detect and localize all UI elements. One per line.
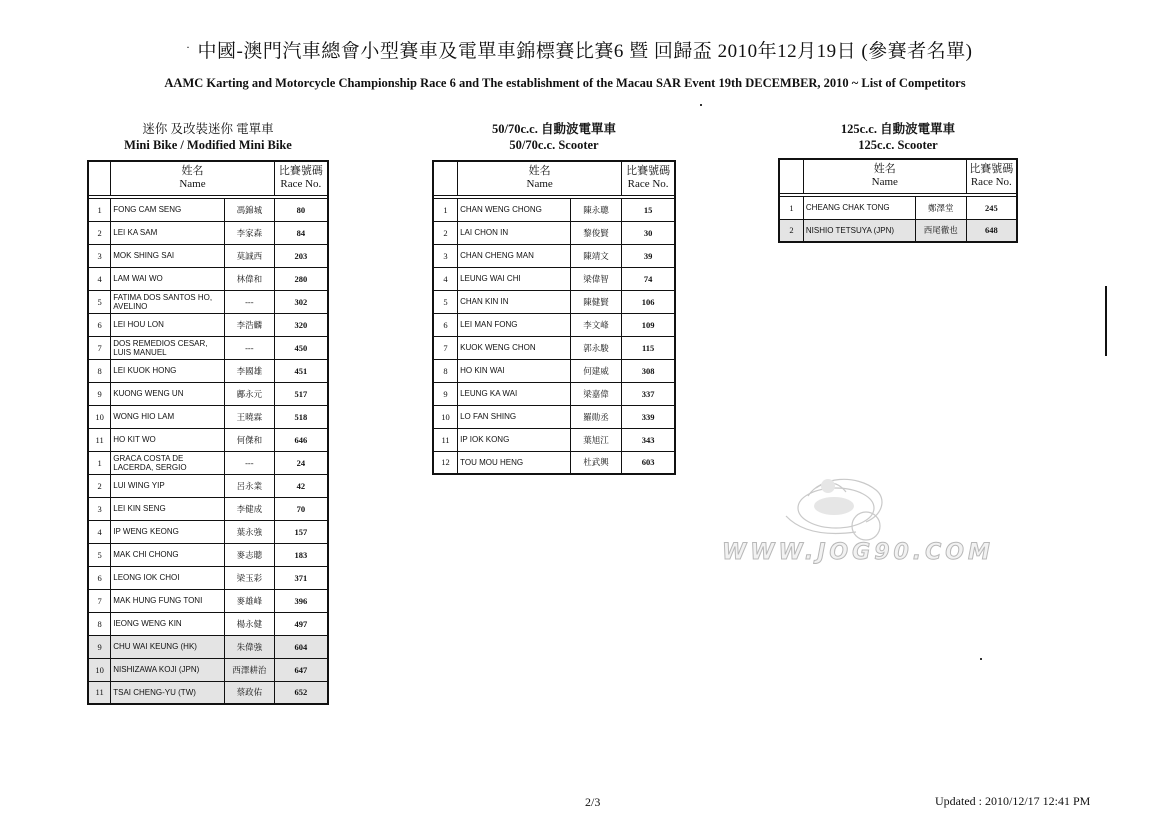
competitor-name: CHAN CHENG MAN [458, 244, 571, 267]
competitor-chinese-name: 李文峰 [570, 313, 621, 336]
table-row [433, 221, 675, 244]
header-name: 姓名 Name [458, 161, 622, 195]
competitor-chinese-name: 梁偉智 [570, 267, 621, 290]
row-number: 2 [433, 221, 458, 244]
race-number: 339 [622, 405, 675, 428]
competitor-name: IEONG WENG KIN [111, 612, 225, 635]
race-number: 42 [274, 474, 328, 497]
section-heading-50cc [432, 121, 676, 153]
competitor-table-minibike [87, 160, 329, 705]
table-row [88, 313, 328, 336]
competitor-name: FONG CAM SENG [111, 198, 225, 221]
row-number: 11 [88, 681, 111, 704]
competitor-name: TSAI CHENG-YU (TW) [111, 681, 225, 704]
table-row [88, 290, 328, 313]
row-number: 4 [88, 267, 111, 290]
race-number: 308 [622, 359, 675, 382]
race-number: 648 [966, 219, 1017, 242]
table-row [88, 221, 328, 244]
competitor-chinese-name: 李國雄 [225, 359, 275, 382]
section-title-chinese: 迷你 及改裝迷你 電單車 [142, 122, 274, 136]
race-number: 603 [622, 451, 675, 474]
table-row [433, 290, 675, 313]
row-number: 1 [88, 451, 111, 474]
competitor-name: DOS REMEDIOS CESAR, LUIS MANUEL [111, 336, 225, 359]
competitor-chinese-name: 何傑和 [225, 428, 275, 451]
competitor-name: LEI KUOK HONG [111, 359, 225, 382]
race-number: 646 [274, 428, 328, 451]
competitor-chinese-name: 莫誠西 [225, 244, 275, 267]
section-heading-125cc [778, 121, 1018, 153]
race-number: 517 [274, 382, 328, 405]
race-number: 652 [274, 681, 328, 704]
race-number: 647 [274, 658, 328, 681]
competitor-name: MAK CHI CHONG [111, 543, 225, 566]
competitor-chinese-name: 西澤耕治 [225, 658, 275, 681]
table-row [779, 196, 1017, 219]
row-number: 7 [433, 336, 458, 359]
competitor-name: CHU WAI KEUNG (HK) [111, 635, 225, 658]
race-number: 343 [622, 428, 675, 451]
row-number: 9 [88, 382, 111, 405]
race-number: 320 [274, 313, 328, 336]
race-number: 203 [274, 244, 328, 267]
table-row [88, 566, 328, 589]
competitor-name: CHAN WENG CHONG [458, 198, 571, 221]
row-number: 2 [779, 219, 803, 242]
competitor-name: LEI KIN SENG [111, 497, 225, 520]
competitor-chinese-name: 林偉和 [225, 267, 275, 290]
competitor-rows [433, 198, 675, 474]
table-row [88, 635, 328, 658]
competitor-name: GRACA COSTA DE LACERDA, SERGIO [111, 451, 225, 474]
race-number: 24 [274, 451, 328, 474]
table-row [88, 658, 328, 681]
race-number: 518 [274, 405, 328, 428]
race-number: 604 [274, 635, 328, 658]
table-row [88, 543, 328, 566]
row-number: 10 [88, 658, 111, 681]
race-number: 30 [622, 221, 675, 244]
competitor-chinese-name: 呂永業 [225, 474, 275, 497]
row-number: 3 [433, 244, 458, 267]
row-number: 4 [88, 520, 111, 543]
scan-edge-line [1105, 286, 1107, 356]
page-title-chinese: 中國-澳門汽車總會小型賽車及電單車錦標賽比賽6 暨 回歸盃 2010年12月19日 (參賽者名單) [197, 41, 973, 62]
competitor-chinese-name: --- [225, 451, 275, 474]
competitor-chinese-name: 陳靖文 [570, 244, 621, 267]
race-number: 371 [274, 566, 328, 589]
competitor-chinese-name: --- [225, 336, 275, 359]
row-number: 7 [88, 589, 111, 612]
header-number [779, 159, 803, 193]
race-number: 302 [274, 290, 328, 313]
competitor-name: KUONG WENG UN [111, 382, 225, 405]
row-number: 1 [779, 196, 803, 219]
row-number: 9 [88, 635, 111, 658]
watermark-text: WWW.JOG90.COM [722, 540, 994, 565]
scan-mark: · [186, 40, 190, 54]
competitor-chinese-name: 黎俊賢 [570, 221, 621, 244]
competitor-chinese-name: 李健成 [225, 497, 275, 520]
competitor-chinese-name: 西尾徹也 [915, 219, 966, 242]
header-number [433, 161, 458, 195]
section-title-english: Mini Bike / Modified Mini Bike [124, 138, 292, 152]
table-row [88, 382, 328, 405]
race-number: 183 [274, 543, 328, 566]
row-number: 2 [88, 221, 111, 244]
competitor-chinese-name: 朱偉強 [225, 635, 275, 658]
table-row [433, 382, 675, 405]
competitor-chinese-name: 羅勛丞 [570, 405, 621, 428]
row-number: 1 [88, 198, 111, 221]
competitor-chinese-name: 梁玉彩 [225, 566, 275, 589]
row-number: 11 [433, 428, 458, 451]
row-number: 3 [88, 497, 111, 520]
row-number: 11 [88, 428, 111, 451]
competitor-name: CHAN KIN IN [458, 290, 571, 313]
competitor-chinese-name: 郭永駿 [570, 336, 621, 359]
competitor-name: LEI MAN FONG [458, 313, 571, 336]
page-number: 2/3 [585, 795, 601, 809]
table-row [88, 520, 328, 543]
section-title-chinese: 50/70c.c. 自動波電單車 [492, 122, 616, 136]
row-number: 7 [88, 336, 111, 359]
section-title-english: 50/70c.c. Scooter [509, 138, 599, 152]
competitor-name: LEUNG KA WAI [458, 382, 571, 405]
row-number: 6 [88, 313, 111, 336]
competitor-name: HO KIT WO [111, 428, 225, 451]
table-row [88, 589, 328, 612]
competitor-chinese-name: 陳健賢 [570, 290, 621, 313]
race-number: 74 [622, 267, 675, 290]
table-row [88, 359, 328, 382]
row-number: 5 [433, 290, 458, 313]
race-number: 15 [622, 198, 675, 221]
table-row [433, 267, 675, 290]
section-title-english: 125c.c. Scooter [858, 138, 938, 152]
competitor-chinese-name: 李浩麟 [225, 313, 275, 336]
header-race-no: 比賽號碼 Race No. [622, 161, 675, 195]
header-number [88, 161, 111, 195]
competitor-name: LEI KA SAM [111, 221, 225, 244]
competitor-name: TOU MOU HENG [458, 451, 571, 474]
race-number: 280 [274, 267, 328, 290]
competitor-name: HO KIN WAI [458, 359, 571, 382]
competitor-name: WONG HIO LAM [111, 405, 225, 428]
competitor-table-125cc [778, 158, 1018, 243]
row-number: 5 [88, 290, 111, 313]
row-number: 10 [433, 405, 458, 428]
competitor-chinese-name: 麥雄峰 [225, 589, 275, 612]
race-number: 337 [622, 382, 675, 405]
race-number: 396 [274, 589, 328, 612]
competitor-name: LEI HOU LON [111, 313, 225, 336]
race-number: 245 [966, 196, 1017, 219]
header-name: 姓名 Name [111, 161, 274, 195]
competitor-name: LEUNG WAI CHI [458, 267, 571, 290]
competitor-name: LAM WAI WO [111, 267, 225, 290]
table-row [433, 405, 675, 428]
competitor-name: LAI CHON IN [458, 221, 571, 244]
competitor-chinese-name: 陳永聰 [570, 198, 621, 221]
competitor-chinese-name: 麥志聰 [225, 543, 275, 566]
competitor-name: LUI WING YIP [111, 474, 225, 497]
competitor-chinese-name: 葉旭江 [570, 428, 621, 451]
competitor-chinese-name: 何建威 [570, 359, 621, 382]
row-number: 8 [433, 359, 458, 382]
competitor-chinese-name: 李家森 [225, 221, 275, 244]
row-number: 3 [88, 244, 111, 267]
race-number: 497 [274, 612, 328, 635]
competitor-name: IP WENG KEONG [111, 520, 225, 543]
competitor-rows [779, 196, 1017, 242]
table-row [433, 428, 675, 451]
scan-speck [700, 104, 702, 106]
competitor-name: NISHIO TETSUYA (JPN) [803, 219, 915, 242]
table-row [433, 359, 675, 382]
table-row [779, 219, 1017, 242]
row-number: 6 [433, 313, 458, 336]
race-number: 84 [274, 221, 328, 244]
table-row [433, 198, 675, 221]
table-row [88, 405, 328, 428]
table-row [88, 336, 328, 359]
row-number: 2 [88, 474, 111, 497]
row-number: 12 [433, 451, 458, 474]
table-row [433, 244, 675, 267]
competitor-chinese-name: 鄭澤堂 [915, 196, 966, 219]
row-number: 8 [88, 359, 111, 382]
competitor-chinese-name: 蔡政佑 [225, 681, 275, 704]
competitor-chinese-name: --- [225, 290, 275, 313]
row-number: 8 [88, 612, 111, 635]
competitor-name: FATIMA DOS SANTOS HO, AVELINO [111, 290, 225, 313]
competitor-name: MAK HUNG FUNG TONI [111, 589, 225, 612]
table-row [88, 198, 328, 221]
row-number: 4 [433, 267, 458, 290]
competitor-table-50cc [432, 160, 676, 475]
competitor-name: KUOK WENG CHON [458, 336, 571, 359]
competitor-chinese-name: 梁嘉偉 [570, 382, 621, 405]
header-race-no: 比賽號碼 Race No. [966, 159, 1017, 193]
competitor-chinese-name: 鄺永元 [225, 382, 275, 405]
competitor-name: LO FAN SHING [458, 405, 571, 428]
page-title-english: AAMC Karting and Motorcycle Championship Race 6 and The establishment of the Macau SAR Event 19th DECEMBER, 2010 ~ List of Competitors [164, 76, 966, 90]
header-name: 姓名 Name [803, 159, 966, 193]
race-number: 109 [622, 313, 675, 336]
row-number: 6 [88, 566, 111, 589]
competitor-name: NISHIZAWA KOJI (JPN) [111, 658, 225, 681]
scan-speck [980, 658, 982, 660]
race-number: 451 [274, 359, 328, 382]
table-row [88, 474, 328, 497]
competitor-chinese-name: 葉永強 [225, 520, 275, 543]
competitor-chinese-name: 王曉霖 [225, 405, 275, 428]
updated-timestamp: Updated : 2010/12/17 12:41 PM [935, 794, 1091, 808]
competitor-chinese-name: 楊永健 [225, 612, 275, 635]
header-race-no: 比賽號碼 Race No. [274, 161, 328, 195]
row-number: 10 [88, 405, 111, 428]
race-number: 115 [622, 336, 675, 359]
table-row [88, 428, 328, 451]
table-row [88, 267, 328, 290]
table-row [433, 451, 675, 474]
race-number: 70 [274, 497, 328, 520]
competitor-chinese-name: 杜武興 [570, 451, 621, 474]
table-row [88, 244, 328, 267]
competitor-name: LEONG IOK CHOI [111, 566, 225, 589]
row-number: 5 [88, 543, 111, 566]
table-row [88, 612, 328, 635]
table-row [433, 313, 675, 336]
competitor-rows [88, 198, 328, 704]
race-number: 80 [274, 198, 328, 221]
competitor-name: CHEANG CHAK TONG [803, 196, 915, 219]
competitor-name: IP IOK KONG [458, 428, 571, 451]
table-row [433, 336, 675, 359]
race-number: 106 [622, 290, 675, 313]
competitor-chinese-name: 馮錦城 [225, 198, 275, 221]
section-heading-minibike [88, 121, 328, 153]
table-row [88, 451, 328, 474]
row-number: 1 [433, 198, 458, 221]
row-number: 9 [433, 382, 458, 405]
race-number: 39 [622, 244, 675, 267]
competitor-name: MOK SHING SAI [111, 244, 225, 267]
race-number: 157 [274, 520, 328, 543]
section-title-chinese: 125c.c. 自動波電單車 [840, 122, 956, 136]
table-row [88, 497, 328, 520]
table-row [88, 681, 328, 704]
race-number: 450 [274, 336, 328, 359]
